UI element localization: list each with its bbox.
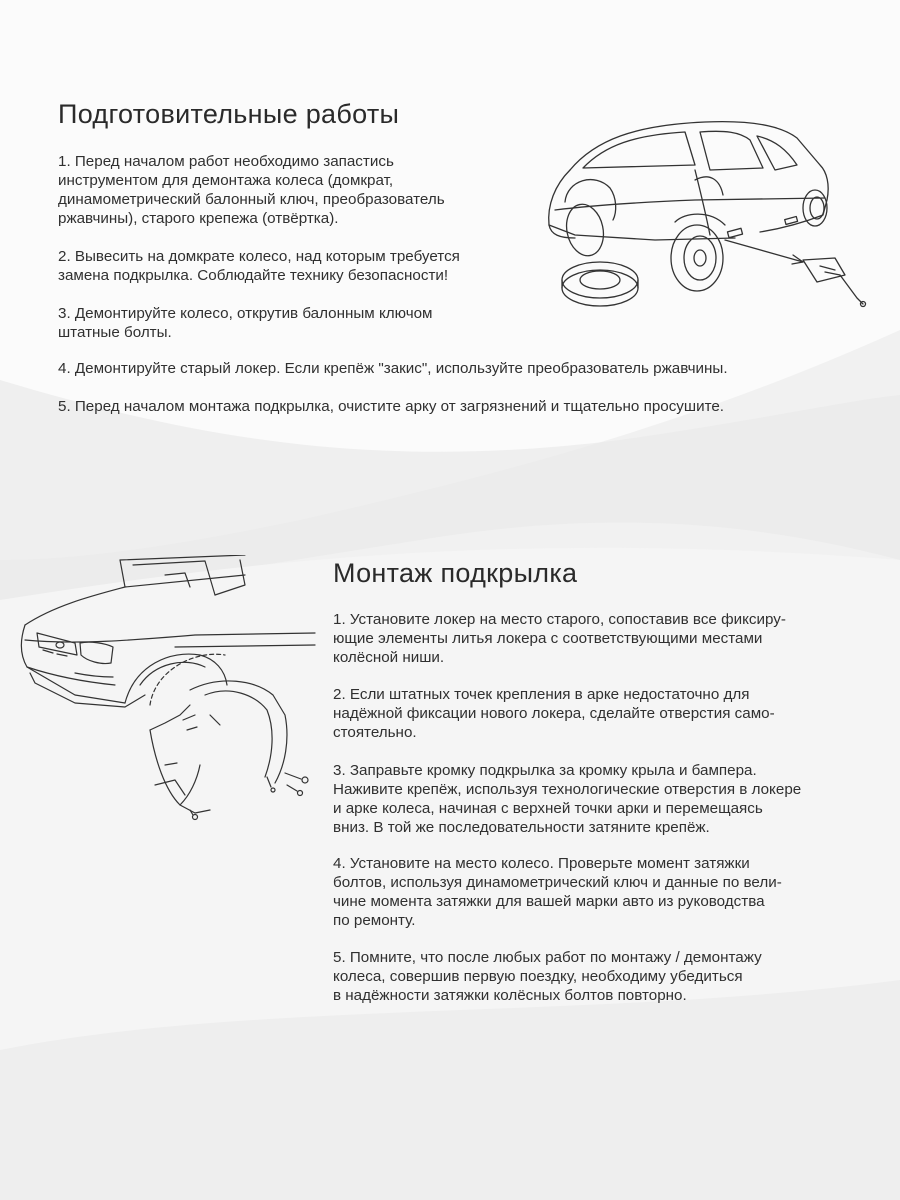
car-jack-illustration <box>535 110 875 325</box>
section1-item-1: 1. Перед началом работ необходимо запастись инструментом для демонтажа колеса (домкрат, динамометрический балонный ключ, преобразователь ржавчины), старого крепежа (отвёртка). <box>58 153 445 227</box>
section2-item-4: 4. Установите на место колесо. Проверьте момент затяжки болтов, используя динамометрический ключ и данные по вели- чине момента затяжки для вашей марки авто из руководства по ремонту. <box>333 855 782 929</box>
section1-item-4: 4. Демонтируйте старый локер. Если крепёж "закис", используйте преобразователь ржавчины. <box>58 360 728 377</box>
section2-title: Монтаж подкрылка <box>333 558 578 588</box>
section1-title: Подготовительные работы <box>58 99 400 129</box>
fender-liner-illustration <box>15 555 320 835</box>
section2-item-5: 5. Помните, что после любых работ по монтажу / демонтажу колеса, совершив первую поездку, необходиму убедиться в надёжности затяжки колёсных болтов повторно. <box>333 949 762 1004</box>
section2-item-3: 3. Заправьте кромку подкрылка за кромку крыла и бампера. Наживите крепёж, используя технологические отверстия в локере и арке колеса, начиная с верхней точки арки и перемещаясь вниз. В той же последовательности затяните крепёж. <box>333 762 802 836</box>
section1-item-3: 3. Демонтируйте колесо, открутив балонным ключом штатные болты. <box>58 305 433 341</box>
section1-item-2: 2. Вывесить на домкрате колесо, над которым требуется замена подкрылка. Соблюдайте технику безопасности! <box>58 248 460 284</box>
section1-item-5: 5. Перед началом монтажа подкрылка, очистите арку от загрязнений и тщательно просушите. <box>58 398 725 415</box>
section2-item-2: 2. Если штатных точек крепления в арке недостаточно для надёжной фиксации нового локера, сделайте отверстия само- стоятельно. <box>333 686 775 741</box>
section2-item-1: 1. Установите локер на место старого, сопоставив все фиксиру- ющие элементы литья локера с соответствующими местами колёсной ниши. <box>333 611 786 666</box>
